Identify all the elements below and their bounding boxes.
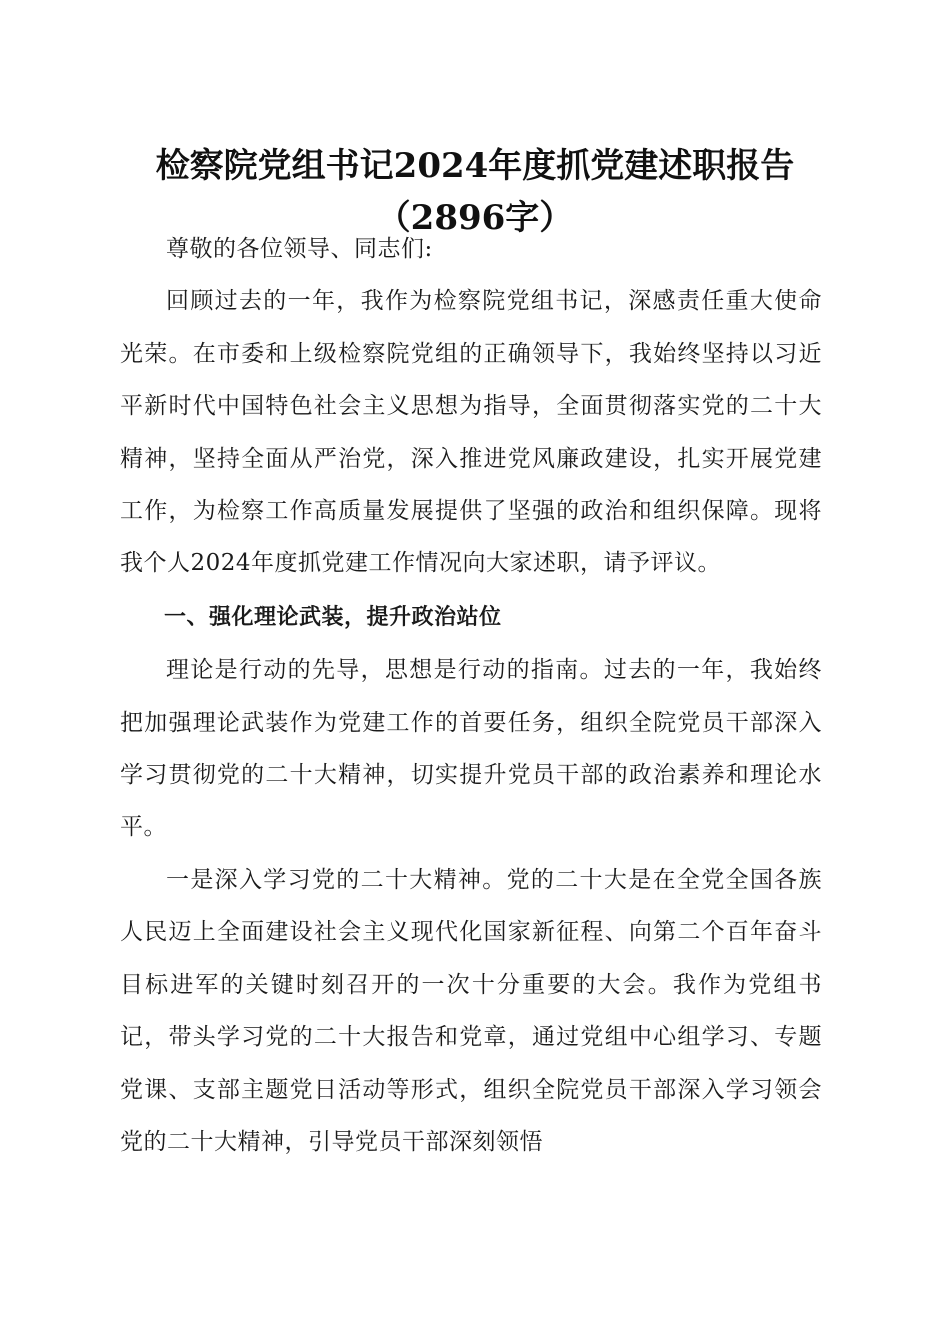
section-paragraph: 一是深入学习党的二十大精神。党的二十大是在全党全国各族人民迈上全面建设社会主义现代化国家新征程、向第二个百年奋斗目标进军的关键时刻召开的一次十分重要的大会。我作为党组书记，带头学习党的二十大报告和党章，通过党组中心组学习、专题党课、支部主题党日活动等形式，组织全院党员干部深入学习领会党的二十大精神，引导党员干部深刻领悟 — [120, 866, 822, 1155]
salutation: 尊敬的各位领导、同志们: — [166, 236, 433, 262]
document-word-count: （2896字） — [376, 198, 574, 238]
document-title: 检察院党组书记2024年度抓党建述职报告 — [155, 146, 795, 186]
section-heading: 一、强化理论武装，提升政治站位 — [164, 604, 502, 630]
document-body — [120, 223, 822, 1168]
section-paragraph: 理论是行动的先导，思想是行动的指南。过去的一年，我始终把加强理论武装作为党建工作的首要任务，组织全院党员干部深入学习贯彻党的二十大精神，切实提升党员干部的政治素养和理论水平。 — [120, 657, 822, 841]
intro-paragraph: 回顾过去的一年，我作为检察院党组书记，深感责任重大使命光荣。在市委和上级检察院党组的正确领导下，我始终坚持以习近平新时代中国特色社会主义思想为指导，全面贯彻落实党的二十大精神，坚持全面从严治党，深入推进党风廉政建设，扎实开展党建工作，为检察工作高质量发展提供了坚强的政治和组织保障。现将我个人2024年度抓党建工作情况向大家述职，请予评议。 — [120, 288, 822, 577]
